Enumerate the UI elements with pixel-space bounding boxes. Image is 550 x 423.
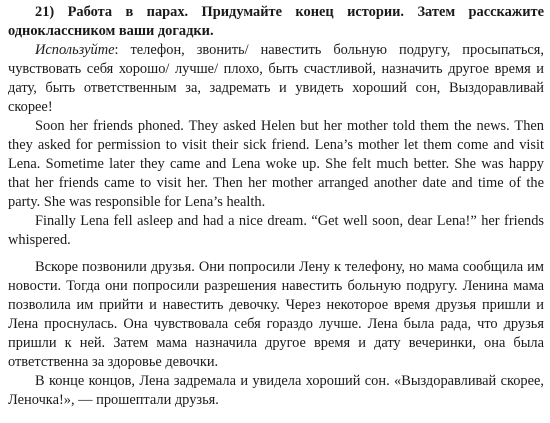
section-gap: [8, 250, 544, 258]
vocabulary-hint: [8, 41, 544, 117]
vocabulary-hint-words: : телефон, звонить/ навестить больную подругу, просыпаться, чувствовать себя хорошо/ лучше/ плохо, быть счастливой, назначить другое время и дату, быть ответственным за, задремать и увидеть хороший сон, Выздоравливай скорее!: [8, 42, 544, 115]
task-number: 21): [35, 4, 55, 20]
vocabulary-hint-label: Используйте: [35, 42, 115, 58]
task-heading: [8, 3, 544, 41]
russian-paragraph-2: В конце концов, Лена задремала и увидела хороший сон. «Выздоравливай скорее, Леночка!», — прошептали друзья.: [8, 373, 544, 408]
task-heading-text: Работа в парах. Придумайте конец истории. Затем расскажите одноклассником ваши догадки.: [8, 4, 544, 39]
russian-paragraph-1: Вскоре позвонили друзья. Они попросили Лену к телефону, но мама сообщила им новости. Тогда они попросили разрешения навестить больную подругу. Ленина мама позволила им прийти и навестить девочку. Через некоторое время друзья пришли и Лена проснулась. Она чувствовала себя гораздо лучше. Лена была рада, что друзья пришли к ней. Затем мама назначила другое время и дату вечеринки, она была ответственна за здоровье девочки.: [8, 259, 544, 370]
english-paragraph-2: Finally Lena fell asleep and had a nice dream. “Get well soon, dear Lena!” her friends whispered.: [8, 213, 544, 248]
english-paragraph-1: Soon her friends phoned. They asked Helen but her mother told them the news. Then they asked for permission to visit their sick friend. Lena’s mother let them come and visit Lena. Sometime later they came and Lena woke up. She felt much better. She was happy that her friends came to visit her. Then her mother arranged another date and time of the party. She was responsible for Lena’s health.: [8, 118, 544, 210]
